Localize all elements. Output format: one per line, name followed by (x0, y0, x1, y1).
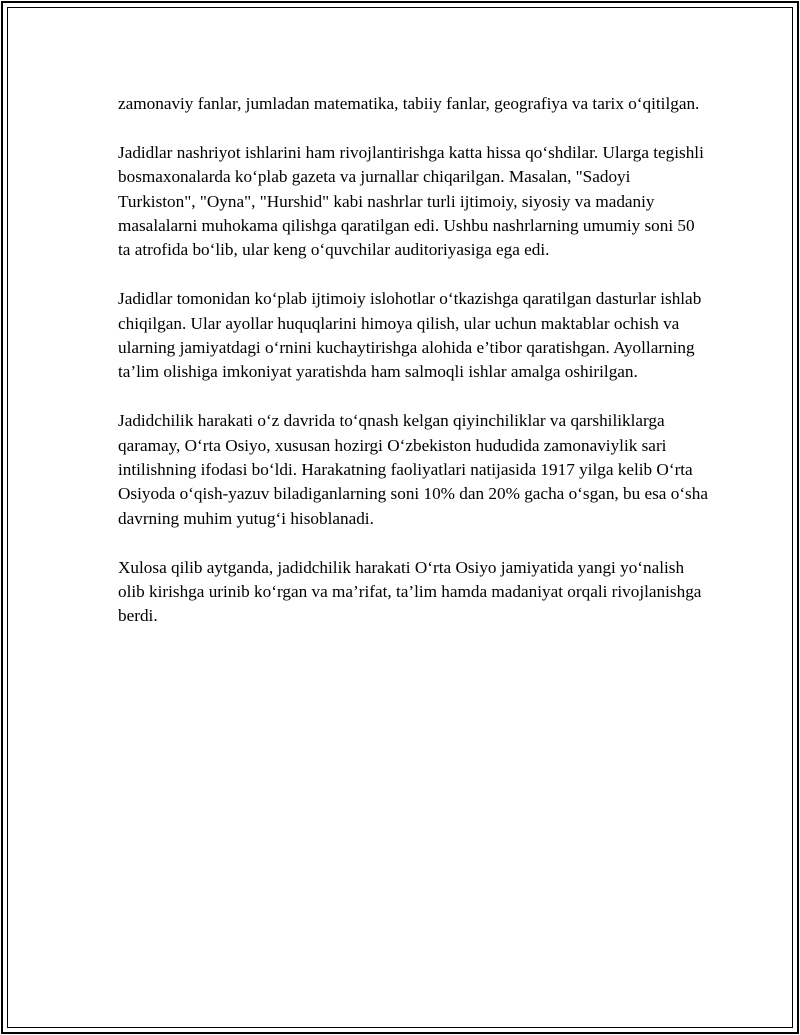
document-body (118, 92, 708, 653)
paragraph-achievements: Jadidchilik harakati o‘z davrida to‘qnash kelgan qiyinchiliklar va qarshiliklarga qaramay, O‘rta Osiyo, xususan hozirgi O‘zbekiston hududida zamonaviylik sari intilishning ifodasi bo‘ldi. Harakatning faoliyatlari natijasida 1917 yilga kelib O‘rta Osiyoda o‘qish-yazuv biladiganlarning soni 10% dan 20% gacha o‘sgan, bu esa o‘sha davrning muhim yutug‘i hisoblanadi. (118, 411, 708, 528)
paragraph-social-reforms: Jadidlar tomonidan ko‘plab ijtimoiy islohotlar o‘tkazishga qaratilgan dasturlar ishlab chiqilgan. Ular ayollar huquqlarini himoya qilish, ular uchun maktablar ochish va ularning jamiyatdagi o‘rnini kuchaytirishga alohida e’tibor qaratishgan. Ayollarning ta’lim olishiga imkoniyat yaratishda ham salmoqli ishlar amalga oshirilgan. (118, 289, 702, 382)
paragraph-publishing: Jadidlar nashriyot ishlarini ham rivojlantirishga katta hissa qo‘shdilar. Ularga tegishli bosmaxonalarda ko‘plab gazeta va jurnallar chiqarilgan. Masalan, "Sadoyi Turkiston", "Oyna", "Hurshid" kabi nashrlar turli ijtimoiy, siyosiy va madaniy masalalarni muhokama qilishga qaratilgan edi. Ushbu nashrlarning umumiy soni 50 ta atrofida bo‘lib, ular keng o‘quvchilar auditoriyasiga ega edi. (118, 142, 704, 260)
paragraph-continuation: zamonaviy fanlar, jumladan matematika, tabiiy fanlar, geografiya va tarix o‘qitilgan. (118, 94, 700, 113)
paragraph-conclusion: Xulosa qilib aytganda, jadidchilik harakati O‘rta Osiyo jamiyatida yangi yo‘nalish olib kirishga urinib ko‘rgan va ma’rifat, ta’lim hamda madaniyat orqali rivojlanishga berdi. (118, 557, 702, 626)
